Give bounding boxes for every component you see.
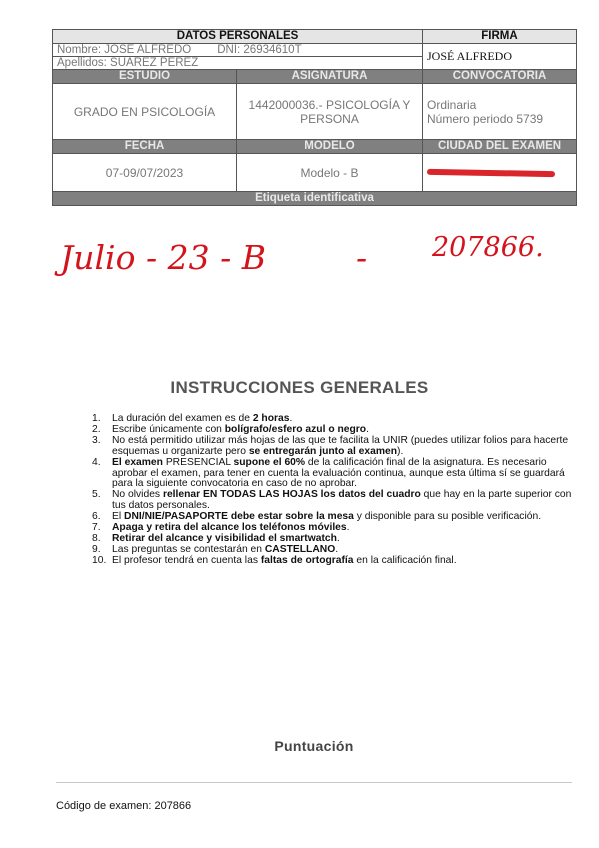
instruction-text: . — [289, 413, 293, 424]
convocatoria-value — [423, 84, 577, 140]
instruction-text: Las preguntas se contestarán en — [112, 543, 265, 555]
instruction-text: faltas de ortografía — [260, 554, 354, 566]
instruction-item — [92, 436, 582, 458]
instruction-text: . — [336, 532, 340, 544]
redaction-mark — [427, 168, 555, 176]
ciudad-heading: CIUDAD DEL EXAMEN — [423, 140, 577, 154]
instruction-text: bolígrafo/esfero azul o negro — [224, 423, 367, 435]
codigo-examen: Código de examen: 207866 — [56, 800, 192, 812]
asignatura-heading: ASIGNATURA — [237, 70, 423, 84]
instruction-text: y disponible para su posible verificación. — [353, 511, 542, 523]
instruction-number: 8. — [92, 532, 101, 544]
instruction-item — [92, 490, 582, 512]
instruction-text: CASTELLANO — [264, 543, 336, 555]
instruction-text: El examen — [112, 456, 163, 468]
instruction-text: Apaga y retira del alcance los teléfonos móviles — [112, 522, 347, 534]
handwriting-left: Julio - 23 - B — [60, 238, 266, 277]
instruction-text: rellenar EN TODAS LAS HOJAS los datos del cuadro — [162, 489, 421, 501]
instruction-text: que hay en la parte superior con tus datos personales. — [112, 489, 572, 512]
apellidos-value: Apellidos: SUÁREZ PÉREZ — [53, 57, 423, 70]
datos-personales-heading: DATOS PERSONALES — [53, 30, 423, 44]
instruction-text: La duración del examen es de — [112, 413, 253, 424]
instruction-text: se entregarán junto al examen — [248, 445, 398, 457]
instruction-number: 3. — [92, 434, 101, 446]
instruction-number: 7. — [92, 522, 101, 534]
instruction-text: . — [335, 543, 339, 555]
instruction-text: ). — [397, 445, 404, 457]
estudio-value: GRADO EN PSICOLOGÍA — [53, 84, 237, 140]
convocatoria-type: Ordinaria — [427, 97, 477, 112]
handwriting-dash: - — [356, 238, 368, 277]
instruction-number: 10. — [92, 554, 107, 566]
instruction-number: 5. — [92, 489, 101, 501]
fecha-value: 07-09/07/2023 — [53, 154, 237, 192]
instruction-number: 2. — [92, 423, 101, 435]
instruction-text: de la calificación final de la asignatura. Es necesario aprobar el examen, para tener en cuenta la evaluación continua, aunque esta última sí se guardará para la siguiente convocatoria en caso de no aprobar. — [112, 456, 565, 490]
dni-value: DNI: 26934610T — [217, 44, 302, 56]
instruction-text: 2 horas — [252, 413, 290, 424]
fecha-heading: FECHA — [53, 140, 237, 154]
handwritten-annotation — [0, 224, 599, 280]
instructions-list — [92, 414, 582, 567]
modelo-heading: MODELO — [237, 140, 423, 154]
instruction-text: supone el 60% — [233, 456, 306, 468]
instruction-item — [92, 556, 582, 567]
asignatura-value: 1442000036.- PSICOLOGÍA Y PERSONA — [237, 84, 423, 140]
instruction-text: No olvides — [112, 489, 163, 501]
firma-value: JOSÉ ALFREDO — [423, 44, 577, 70]
instruction-text: No está permitido utilizar más hojas de las que te facilita la UNIR (puedes utilizar folios para hacerte esquemas u organizarte pero — [112, 434, 569, 457]
nombre-dni-field — [53, 44, 423, 57]
instruction-number: 6. — [92, 511, 101, 523]
convocatoria-heading: CONVOCATORIA — [423, 70, 577, 84]
ciudad-value — [423, 154, 577, 192]
instruction-number: 9. — [92, 543, 101, 555]
estudio-heading: ESTUDIO — [53, 70, 237, 84]
nombre-value: Nombre: JOSÉ ALFREDO — [57, 44, 192, 56]
instructions-title: INSTRUCCIONES GENERALES — [170, 378, 429, 397]
instruction-text: . — [346, 522, 350, 534]
convocatoria-period: Número periodo 5739 — [427, 111, 544, 126]
instruction-text: en la calificación final. — [353, 554, 457, 566]
instruction-text: DNI/NIE/PASAPORTE debe estar sobre la mesa — [124, 511, 354, 523]
instruction-number: 4. — [92, 456, 101, 468]
puntuacion-label: Puntuación — [274, 738, 354, 754]
instruction-text: El profesor tendrá en cuenta las — [112, 554, 261, 566]
divider — [56, 782, 572, 783]
instruction-text: Retirar del alcance y visibilidad el smartwatch — [112, 532, 337, 544]
handwriting-right: 207866. — [432, 232, 544, 263]
exam-header-table — [52, 29, 577, 206]
firma-heading: FIRMA — [423, 30, 577, 44]
etiqueta-heading: Etiqueta identificativa — [53, 192, 577, 206]
instruction-text: El — [112, 511, 125, 523]
instruction-number: 1. — [92, 413, 101, 424]
modelo-value: Modelo - B — [237, 154, 423, 192]
instruction-item — [92, 458, 582, 491]
instruction-text: Escribe únicamente con — [112, 423, 225, 435]
instruction-text: . — [366, 423, 369, 435]
instruction-text: PRESENCIAL — [162, 456, 234, 468]
